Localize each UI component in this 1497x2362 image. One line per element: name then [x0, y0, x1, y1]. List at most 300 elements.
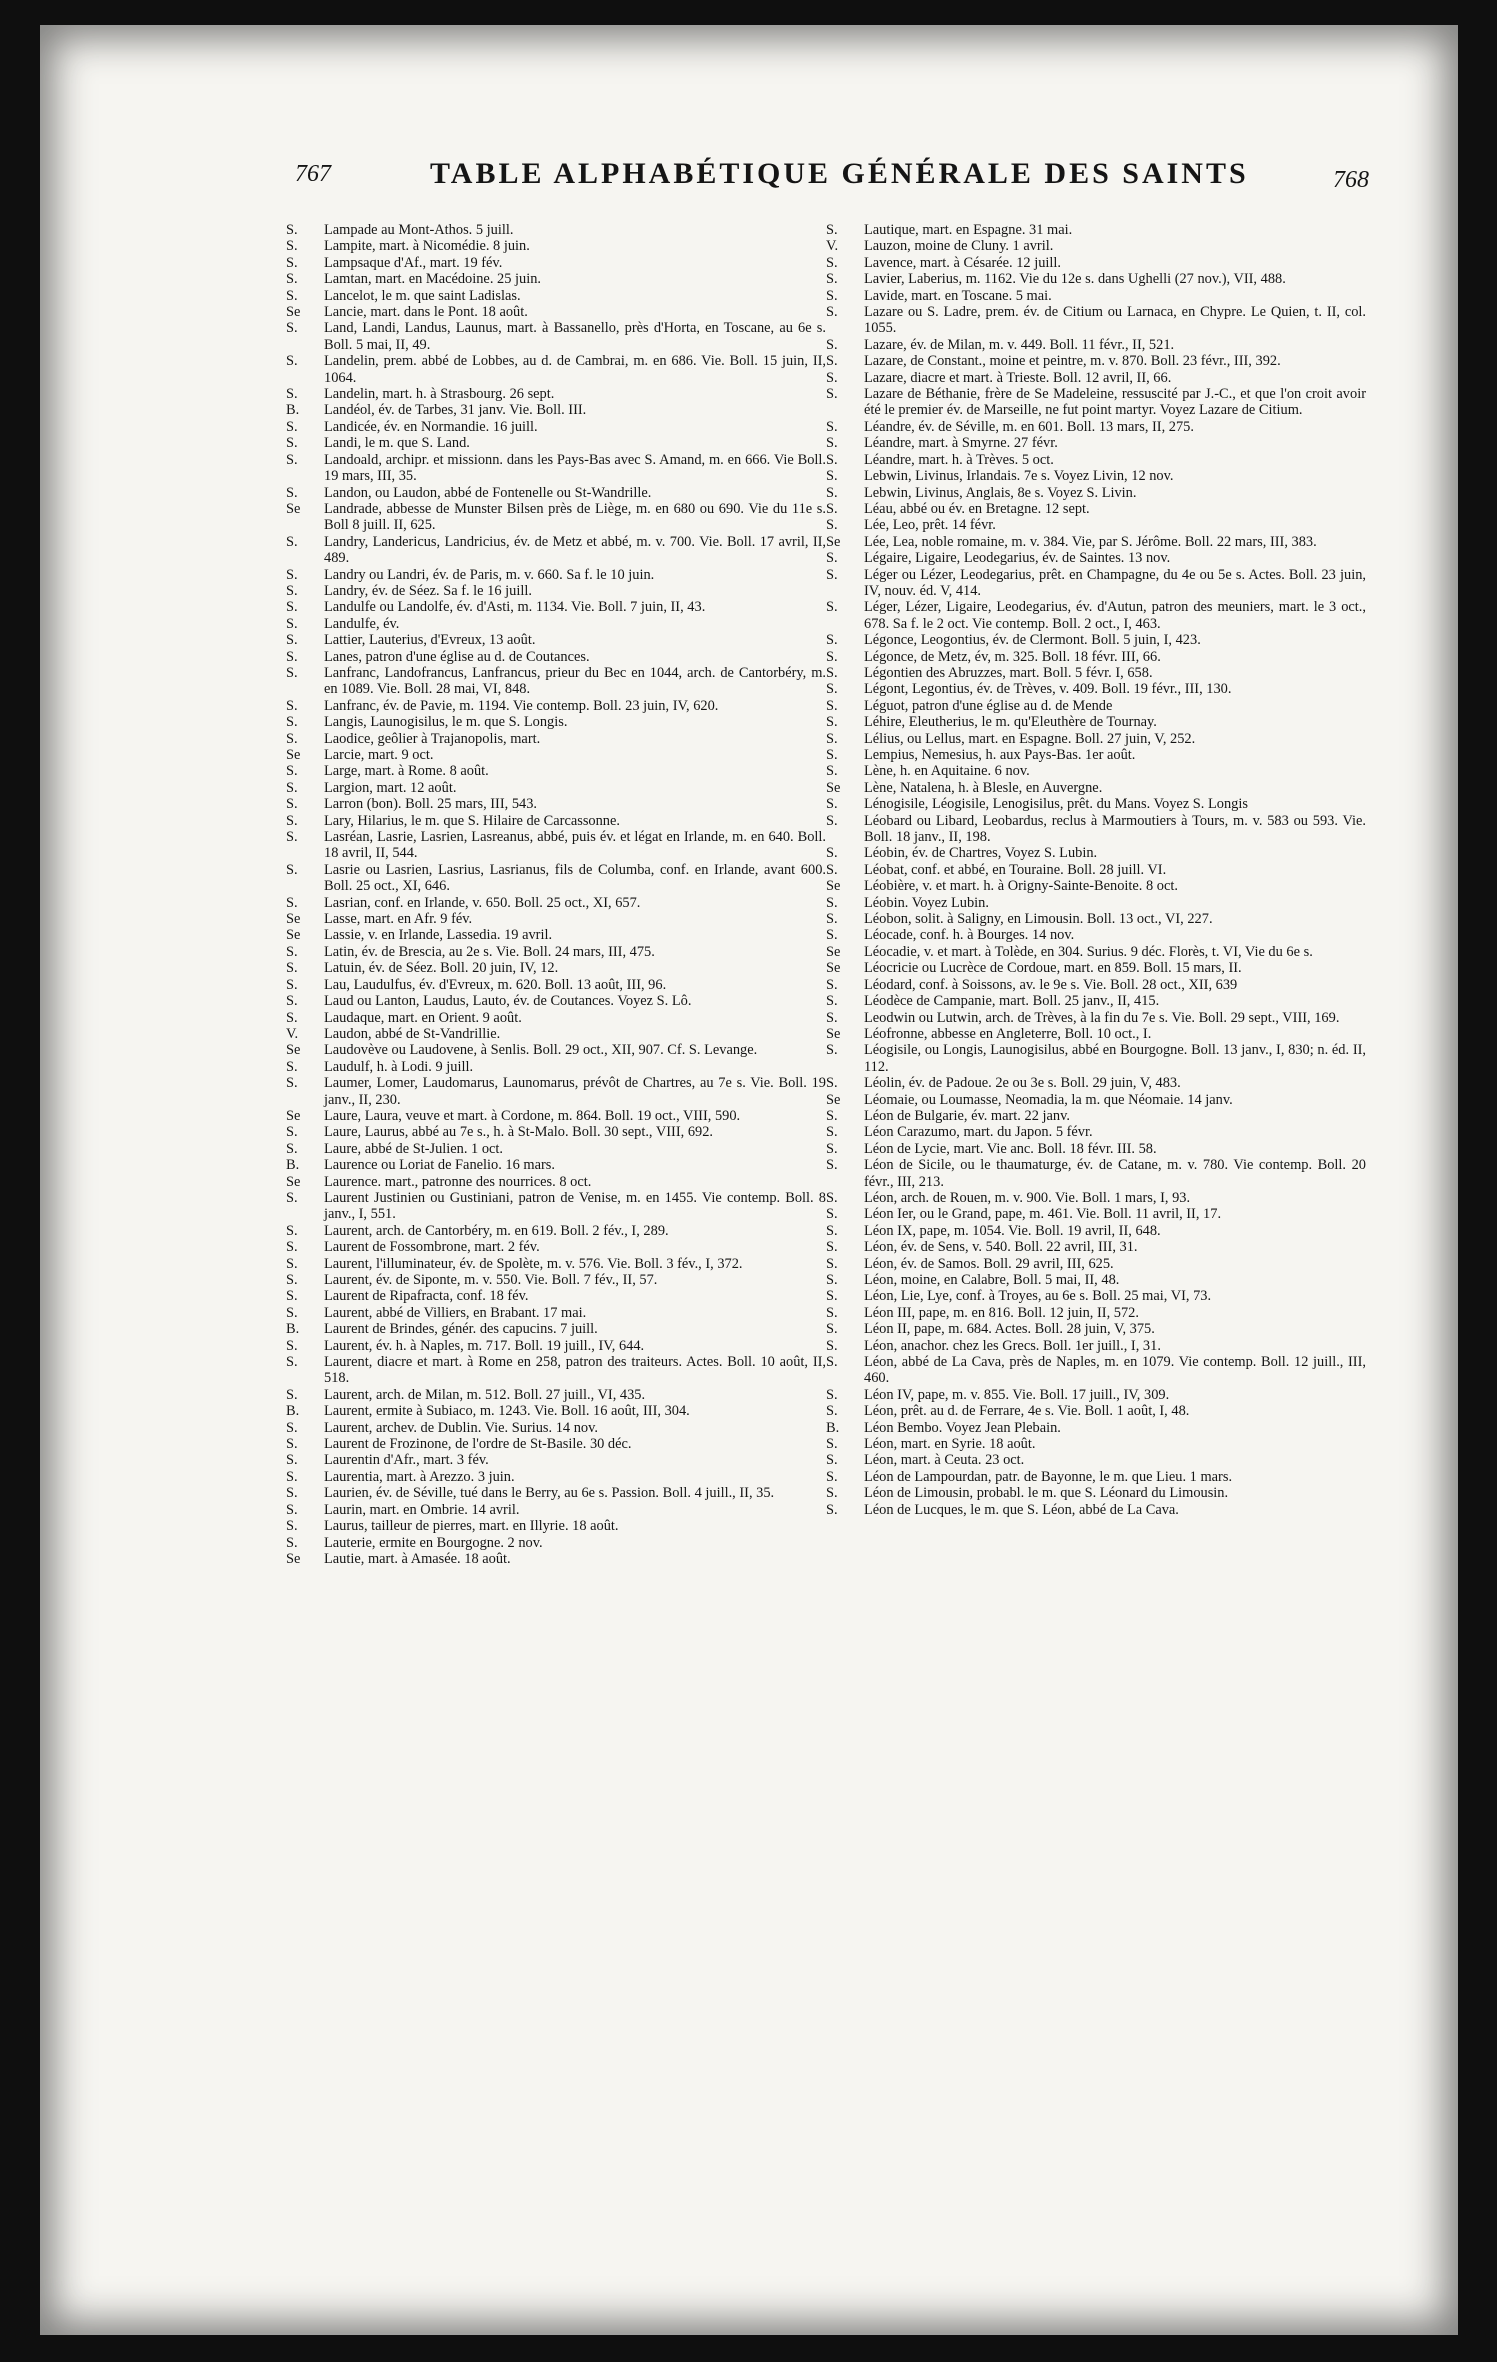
entry-text: Landelin, prem. abbé de Lobbes, au d. de Cambrai, m. en 686. Vie. Boll. 15 juin, II, 1064.	[324, 353, 826, 386]
index-entry	[286, 1256, 826, 1272]
index-entry	[286, 813, 826, 829]
entry-prefix: S.	[826, 599, 838, 616]
entry-text: Laurent Justinien ou Gustiniani, patron de Venise, m. en 1455. Vie contemp. Boll. 8 janv., I, 551.	[324, 1189, 826, 1223]
entry-text: Lazare, év. de Milan, m. v. 449. Boll. 11 févr., II, 521.	[864, 336, 1175, 353]
entry-text: Léguot, patron d'une église au d. de Mende	[864, 697, 1113, 714]
entry-text: Landulfe, év.	[324, 615, 400, 632]
entry-prefix: S.	[826, 418, 838, 435]
entry-prefix: S.	[286, 763, 298, 780]
entry-prefix: S.	[286, 1485, 298, 1502]
entry-prefix: S.	[826, 993, 838, 1010]
entry-text: Laurentin d'Afr., mart. 3 fév.	[324, 1452, 489, 1469]
entry-text: Landicée, év. en Normandie. 16 juill.	[324, 418, 538, 435]
index-entry	[826, 1420, 1366, 1436]
entry-prefix: S.	[826, 1107, 838, 1124]
entry-text: Lasrian, conf. en Irlande, v. 650. Boll. 25 oct., XI, 657.	[324, 894, 641, 911]
entry-text: Laurent, diacre et mart. à Rome en 258, patron des traiteurs. Actes. Boll. 10 août, II, 518.	[324, 1354, 826, 1387]
index-entry	[286, 829, 826, 862]
entry-prefix: S.	[826, 336, 838, 353]
index-entry	[826, 1288, 1366, 1304]
entry-text: Laurent de Brindes, génér. des capucins. 7 juill.	[324, 1321, 598, 1338]
entry-text: Lamtan, mart. en Macédoine. 25 juin.	[324, 271, 541, 288]
index-entry	[286, 895, 826, 911]
entry-text: Léon IX, pape, m. 1054. Vie. Boll. 19 avril, II, 648.	[864, 1222, 1161, 1239]
entry-text: Laurent, abbé de Villiers, en Brabant. 17 mai.	[324, 1304, 587, 1321]
entry-prefix: S.	[826, 927, 838, 944]
entry-prefix: S.	[286, 1009, 298, 1026]
entry-text: Laurent, év. h. à Naples, m. 717. Boll. 19 juill., IV, 644.	[324, 1337, 645, 1354]
index-entry	[826, 665, 1366, 681]
index-entry	[826, 238, 1366, 254]
entry-prefix: S.	[286, 582, 298, 599]
entry-prefix: S.	[286, 353, 298, 370]
entry-prefix: S.	[286, 1468, 298, 1485]
index-entry	[826, 1502, 1366, 1518]
entry-text: Léhire, Eleutherius, le m. qu'Eleuthère de Tournay.	[864, 714, 1157, 731]
entry-text: Léon, év. de Sens, v. 540. Boll. 22 avril, III, 31.	[864, 1239, 1138, 1256]
entry-prefix: B.	[826, 1419, 840, 1436]
index-entry	[826, 1010, 1366, 1026]
index-entry	[286, 1223, 826, 1239]
entry-text: Lautique, mart. en Espagne. 31 mai.	[864, 222, 1073, 238]
entry-text: Légontien des Abruzzes, mart. Boll. 5 févr. I, 658.	[864, 664, 1153, 681]
entry-prefix: S.	[826, 1436, 838, 1453]
entry-text: Laurent de Ripafracta, conf. 18 fév.	[324, 1288, 529, 1305]
entry-text: Léomaie, ou Loumasse, Neomadia, la m. que Néomaie. 14 janv.	[864, 1091, 1233, 1108]
entry-prefix: S.	[826, 369, 838, 386]
entry-text: Laurentia, mart. à Arezzo. 3 juin.	[324, 1468, 515, 1485]
entry-text: Larron (bon). Boll. 25 mars, III, 543.	[324, 796, 538, 813]
entry-text: Léon, prêt. au d. de Ferrare, 4e s. Vie. Boll. 1 août, I, 48.	[864, 1403, 1190, 1420]
index-entry	[826, 599, 1366, 632]
entry-prefix: Se	[826, 533, 841, 550]
entry-prefix: Se	[286, 304, 301, 321]
entry-text: Landry ou Landri, év. de Paris, m. v. 660. Sa f. le 10 juin.	[324, 566, 655, 583]
entry-prefix: S.	[286, 1288, 298, 1305]
entry-text: Laurent, archev. de Dublin. Vie. Surius. 14 nov.	[324, 1419, 598, 1436]
entry-prefix: S.	[826, 1321, 838, 1338]
entry-text: Léandre, év. de Séville, m. en 601. Boll. 13 mars, II, 275.	[864, 418, 1194, 435]
page-title: TABLE ALPHABÉTIQUE GÉNÉRALE DES SAINTS	[430, 157, 1249, 190]
entry-prefix: Se	[286, 1107, 301, 1124]
entry-text: Laurin, mart. en Ombrie. 14 avril.	[324, 1501, 520, 1518]
entry-text: Landry, Landericus, Landricius, év. de Metz et abbé, m. v. 700. Vie. Boll. 17 avril, II, 489.	[324, 533, 826, 567]
entry-text: Lavier, Laberius, m. 1162. Vie du 12e s. dans Ughelli (27 nov.), VII, 488.	[864, 271, 1286, 288]
index-entry	[826, 895, 1366, 911]
entry-prefix: S.	[826, 1403, 838, 1420]
entry-text: Légonce, Leogontius, év. de Clermont. Boll. 5 juin, I, 423.	[864, 632, 1201, 649]
entry-prefix: S.	[826, 664, 838, 681]
index-entry	[286, 616, 826, 632]
entry-text: Léobat, conf. et abbé, en Touraine. Boll. 28 juill. VI.	[864, 861, 1167, 878]
index-entry	[826, 1124, 1366, 1140]
entry-text: Léon de Lucques, le m. que S. Léon, abbé de La Cava.	[864, 1501, 1179, 1518]
index-entry	[826, 1354, 1366, 1387]
entry-prefix: S.	[826, 468, 838, 485]
index-entry	[286, 1108, 826, 1124]
book-page	[40, 25, 1458, 2335]
index-entry	[826, 649, 1366, 665]
entry-text: Léobin. Voyez Lubin.	[864, 894, 989, 911]
entry-text: Lempius, Nemesius, h. aux Pays-Bas. 1er août.	[864, 747, 1136, 763]
index-entry	[286, 796, 826, 812]
entry-text: Lanfranc, Landofrancus, Lanfrancus, prieur du Bec en 1044, arch. de Cantorbéry, m. en 1089. Vie. Boll. 28 mai, VI, 848.	[324, 664, 826, 698]
index-entry	[286, 1354, 826, 1387]
index-entry	[826, 1469, 1366, 1485]
index-entry	[826, 1157, 1366, 1190]
entry-prefix: S.	[826, 550, 838, 567]
entry-prefix: S.	[286, 1354, 298, 1371]
entry-prefix: S.	[826, 976, 838, 993]
entry-text: Léon, moine, en Calabre, Boll. 5 mai, II, 48.	[864, 1272, 1120, 1288]
index-entry	[286, 452, 826, 485]
index-entry	[286, 353, 826, 386]
index-entry	[286, 1174, 826, 1190]
entry-prefix: S.	[286, 320, 298, 337]
entry-prefix: S.	[286, 1501, 298, 1518]
index-entry	[286, 320, 826, 353]
entry-text: Landi, le m. que S. Land.	[324, 435, 470, 452]
index-entry	[286, 255, 826, 271]
entry-text: Léau, abbé ou év. en Bretagne. 12 sept.	[864, 500, 1090, 517]
index-entry	[826, 813, 1366, 846]
entry-text: Laud ou Lanton, Laudus, Lauto, év. de Coutances. Voyez S. Lô.	[324, 993, 692, 1010]
entry-text: Langis, Launogisilus, le m. que S. Longis.	[324, 714, 568, 731]
entry-prefix: B.	[286, 402, 300, 419]
entry-text: Leodwin ou Lutwin, arch. de Trèves, à la fin du 7e s. Vie. Boll. 29 sept., VIII, 169.	[864, 1009, 1340, 1026]
entry-prefix: S.	[826, 1468, 838, 1485]
index-entry	[826, 1092, 1366, 1108]
index-entry	[826, 534, 1366, 550]
entry-prefix: S.	[826, 353, 838, 370]
entry-prefix: S.	[286, 730, 298, 747]
entry-text: Lazare ou S. Ladre, prem. év. de Citium ou Larnaca, en Chypre. Le Quien, t. II, col. 1055.	[864, 304, 1366, 337]
entry-text: Lassie, v. en Irlande, Lassedia. 19 avril.	[324, 927, 553, 944]
entry-text: Landulfe ou Landolfe, év. d'Asti, m. 1134. Vie. Boll. 7 juin, II, 43.	[324, 599, 706, 616]
index-entry	[286, 599, 826, 615]
entry-prefix: Se	[286, 927, 301, 944]
entry-prefix: S.	[286, 1075, 298, 1092]
index-entry	[286, 238, 826, 254]
index-entry	[826, 1272, 1366, 1288]
entry-text: Lénogisile, Léogisile, Lenogisilus, prêt. du Mans. Voyez S. Longis	[864, 796, 1248, 813]
entry-text: Laurent, ermite à Subiaco, m. 1243. Vie. Boll. 16 août, III, 304.	[324, 1403, 690, 1420]
entry-prefix: S.	[826, 484, 838, 501]
entry-text: Lavence, mart. à Césarée. 12 juill.	[864, 254, 1061, 271]
entry-prefix: S.	[826, 861, 838, 878]
index-entry	[826, 1338, 1366, 1354]
index-entry	[826, 1256, 1366, 1272]
entry-prefix: S.	[826, 1189, 838, 1206]
index-entry	[286, 665, 826, 698]
index-entry	[286, 485, 826, 501]
entry-text: Lasse, mart. en Afr. 9 fév.	[324, 911, 473, 928]
entry-text: Lazare de Béthanie, frère de Se Madeleine, ressuscité par J.-C., et que l'on croit avoir été le premier év. de Marseille, ne fut point martyr. Voyez Lazare de Citium.	[864, 386, 1366, 419]
index-entry	[826, 1436, 1366, 1452]
index-entry	[286, 632, 826, 648]
entry-text: Lebwin, Livinus, Anglais, 8e s. Voyez S. Livin.	[864, 484, 1137, 501]
entry-prefix: S.	[286, 812, 298, 829]
entry-prefix: S.	[826, 566, 838, 583]
entry-prefix: S.	[826, 796, 838, 813]
entry-prefix: S.	[826, 1255, 838, 1272]
entry-prefix: S.	[286, 222, 298, 238]
left-column	[286, 222, 826, 1567]
index-entry	[286, 1338, 826, 1354]
index-entry	[286, 649, 826, 665]
entry-text: Laurence ou Loriat de Fanelio. 16 mars.	[324, 1157, 555, 1174]
entry-prefix: S.	[286, 1452, 298, 1469]
entry-prefix: Se	[826, 1025, 841, 1042]
entry-prefix: Se	[286, 1173, 301, 1190]
index-entry	[286, 731, 826, 747]
entry-prefix: Se	[826, 960, 841, 977]
entry-text: Laurent, év. de Siponte, m. v. 550. Vie. Boll. 7 fév., II, 57.	[324, 1272, 658, 1288]
entry-prefix: S.	[286, 648, 298, 665]
entry-text: Laurent de Fossombrone, mart. 2 fév.	[324, 1239, 540, 1256]
entry-text: Légaire, Ligaire, Leodegarius, év. de Saintes. 13 nov.	[864, 550, 1171, 567]
index-entry	[826, 1387, 1366, 1403]
entry-text: Latuin, év. de Séez. Boll. 20 juin, IV, 12.	[324, 960, 559, 977]
entry-text: Léger ou Lézer, Leodegarius, prêt. en Champagne, du 4e ou 5e s. Actes. Boll. 23 juin, IV, nouv. éd. V, 414.	[864, 566, 1366, 599]
entry-text: Léandre, mart. à Smyrne. 27 févr.	[864, 435, 1058, 452]
entry-text: Largion, mart. 12 août.	[324, 779, 457, 796]
entry-text: Lampsaque d'Af., mart. 19 fév.	[324, 254, 503, 271]
entry-text: Lée, Leo, prêt. 14 févr.	[864, 517, 996, 534]
page-number-left: 767	[295, 161, 331, 187]
index-entry	[286, 747, 826, 763]
entry-text: Laurent de Frozinone, de l'ordre de St-Basile. 30 déc.	[324, 1436, 632, 1453]
entry-text: Léon, mart. à Ceuta. 23 oct.	[864, 1452, 1025, 1469]
entry-text: Laurent, l'illuminateur, év. de Spolète, m. v. 576. Vie. Boll. 3 fév., I, 372.	[324, 1255, 743, 1272]
entry-text: Léon de Lycie, mart. Vie anc. Boll. 18 févr. III. 58.	[864, 1140, 1157, 1157]
entry-prefix: S.	[826, 1304, 838, 1321]
index-entry	[826, 632, 1366, 648]
entry-prefix: S.	[286, 1518, 298, 1535]
entry-prefix: S.	[286, 1304, 298, 1321]
index-entry	[286, 927, 826, 943]
entry-prefix: S.	[286, 271, 298, 288]
entry-prefix: S.	[286, 993, 298, 1010]
index-entry	[286, 1141, 826, 1157]
index-entry	[826, 550, 1366, 566]
index-entry	[826, 763, 1366, 779]
index-entry	[286, 911, 826, 927]
entry-prefix: S.	[286, 1436, 298, 1453]
entry-prefix: S.	[826, 1354, 838, 1371]
entry-text: Larcie, mart. 9 oct.	[324, 747, 434, 763]
entry-prefix: S.	[826, 697, 838, 714]
index-entry	[826, 845, 1366, 861]
index-entry	[286, 862, 826, 895]
index-entry	[286, 1026, 826, 1042]
index-entry	[286, 1190, 826, 1223]
entry-prefix: S.	[826, 1075, 838, 1092]
entry-prefix: S.	[286, 779, 298, 796]
index-entry	[286, 288, 826, 304]
index-entry	[826, 517, 1366, 533]
index-entry	[826, 1321, 1366, 1337]
page-number-right: 768	[1333, 167, 1369, 193]
entry-prefix: S.	[286, 829, 298, 846]
entry-prefix: S.	[286, 664, 298, 681]
index-entry	[286, 944, 826, 960]
entry-prefix: V.	[286, 1025, 299, 1042]
entry-prefix: S.	[286, 435, 298, 452]
entry-prefix: S.	[826, 287, 838, 304]
index-entry	[826, 1223, 1366, 1239]
index-entry	[826, 255, 1366, 271]
entry-prefix: S.	[826, 763, 838, 780]
entry-prefix: Se	[286, 500, 301, 517]
entry-text: Lautie, mart. à Amasée. 18 août.	[324, 1550, 511, 1567]
entry-prefix: S.	[826, 845, 838, 862]
index-entry	[286, 1485, 826, 1501]
index-entry	[286, 386, 826, 402]
entry-text: Lanfranc, év. de Pavie, m. 1194. Vie contemp. Boll. 23 juin, IV, 620.	[324, 697, 719, 714]
entry-text: Lasrie ou Lasrien, Lasrius, Lasrianus, fils de Columba, conf. en Irlande, avant 600. Boll. 25 oct., XI, 646.	[324, 861, 826, 895]
index-entry	[286, 698, 826, 714]
entry-prefix: S.	[826, 451, 838, 468]
entry-prefix: Se	[286, 747, 301, 763]
entry-text: Lavide, mart. en Toscane. 5 mai.	[864, 287, 1052, 304]
index-entry	[826, 419, 1366, 435]
index-entry	[286, 1288, 826, 1304]
index-entry	[286, 1452, 826, 1468]
entry-prefix: S.	[286, 238, 298, 255]
entry-prefix: S.	[826, 1485, 838, 1502]
index-entry	[286, 1321, 826, 1337]
entry-text: Laudovève ou Laudovene, à Senlis. Boll. 29 oct., XII, 907. Cf. S. Levange.	[324, 1042, 758, 1059]
entry-prefix: Se	[286, 911, 301, 928]
index-entry	[286, 501, 826, 534]
index-entry	[286, 1551, 826, 1567]
entry-text: Lauzon, moine de Cluny. 1 avril.	[864, 238, 1054, 255]
index-entry	[826, 927, 1366, 943]
index-entry	[826, 1026, 1366, 1042]
index-entry	[286, 1535, 826, 1551]
entry-text: Laudaque, mart. en Orient. 9 août.	[324, 1009, 522, 1026]
index-entry	[826, 485, 1366, 501]
entry-prefix: S.	[286, 976, 298, 993]
entry-prefix: B.	[286, 1403, 300, 1420]
entry-prefix: S.	[826, 304, 838, 321]
entry-prefix: S.	[286, 1140, 298, 1157]
index-entry	[286, 1469, 826, 1485]
index-entry	[826, 1206, 1366, 1222]
index-entry	[286, 1387, 826, 1403]
entry-text: Lary, Hilarius, le m. que S. Hilaire de Carcassonne.	[324, 812, 620, 829]
entry-prefix: S.	[826, 648, 838, 665]
entry-text: Léon Carazumo, mart. du Japon. 5 févr.	[864, 1124, 1093, 1141]
entry-prefix: S.	[286, 287, 298, 304]
entry-text: Léon de Lampourdan, patr. de Bayonne, le m. que Lieu. 1 mars.	[864, 1468, 1233, 1485]
entry-text: Land, Landi, Landus, Launus, mart. à Bassanello, près d'Horta, en Toscane, au 6e s. Boll. 5 mai, II, 49.	[324, 320, 826, 353]
entry-prefix: S.	[286, 1255, 298, 1272]
entry-text: Léandre, mart. h. à Trèves. 5 oct.	[864, 451, 1054, 468]
entry-prefix: S.	[286, 1058, 298, 1075]
index-entry	[826, 435, 1366, 451]
index-entry	[286, 419, 826, 435]
entry-text: Léobière, v. et mart. h. à Origny-Sainte-Benoite. 8 oct.	[864, 878, 1178, 895]
entry-text: Lampite, mart. à Nicomédie. 8 juin.	[324, 238, 530, 255]
entry-prefix: S.	[286, 484, 298, 501]
entry-prefix: S.	[826, 1206, 838, 1223]
entry-prefix: Se	[286, 1042, 301, 1059]
index-entry	[286, 583, 826, 599]
index-entry	[826, 911, 1366, 927]
index-entry	[826, 698, 1366, 714]
index-entry	[826, 222, 1366, 238]
entry-prefix: S.	[826, 435, 838, 452]
entry-text: Léogisile, ou Longis, Launogisilus, abbé en Bourgogne. Boll. 13 janv., I, 830; n. éd. II, 112.	[864, 1042, 1366, 1075]
index-entry	[286, 993, 826, 1009]
index-entry	[826, 567, 1366, 600]
entry-text: Landelin, mart. h. à Strasbourg. 26 sept.	[324, 386, 555, 403]
index-entry	[826, 386, 1366, 419]
entry-text: Léocricie ou Lucrèce de Cordoue, mart. en 859. Boll. 15 mars, II.	[864, 960, 1242, 977]
entry-prefix: S.	[826, 812, 838, 829]
entry-prefix: S.	[286, 1337, 298, 1354]
index-entry	[826, 731, 1366, 747]
entry-text: Léon de Sicile, ou le thaumaturge, év. de Catane, m. v. 780. Vie contemp. Boll. 20 févr., III, 213.	[864, 1157, 1366, 1190]
entry-text: Laumer, Lomer, Laudomarus, Launomarus, prévôt de Chartres, au 7e s. Vie. Boll. 19 janv., II, 230.	[324, 1075, 826, 1108]
index-entry	[286, 780, 826, 796]
index-entry	[286, 534, 826, 567]
index-entry	[286, 271, 826, 287]
entry-text: Léon, anachor. chez les Grecs. Boll. 1er juill., I, 31.	[864, 1337, 1161, 1354]
entry-text: Léger, Lézer, Ligaire, Leodegarius, év. d'Autun, patron des meuniers, mart. le 3 oct., 678. Sa f. le 2 oct. Vie contemp. Boll. 2 oct., I, 463.	[864, 599, 1366, 632]
entry-prefix: S.	[286, 418, 298, 435]
index-entry	[286, 1075, 826, 1108]
entry-prefix: S.	[286, 386, 298, 403]
entry-text: Léobard ou Libard, Leobardus, reclus à Marmoutiers à Tours, m. v. 583 ou 593. Vie. Boll. 18 janv., II, 198.	[864, 812, 1366, 846]
entry-prefix: S.	[826, 1239, 838, 1256]
entry-text: Léocade, conf. h. à Bourges. 14 nov.	[864, 927, 1075, 944]
entry-prefix: S.	[826, 1157, 838, 1174]
entry-text: Léobin, év. de Chartres, Voyez S. Lubin.	[864, 845, 1098, 862]
index-entry	[826, 878, 1366, 894]
index-entry	[826, 353, 1366, 369]
entry-prefix: S.	[826, 1501, 838, 1518]
entry-prefix: V.	[826, 238, 839, 255]
entry-prefix: S.	[286, 254, 298, 271]
entry-text: Laurus, tailleur de pierres, mart. en Illyrie. 18 août.	[324, 1518, 619, 1535]
index-entry	[286, 1157, 826, 1173]
entry-prefix: S.	[286, 566, 298, 583]
entry-prefix: B.	[286, 1321, 300, 1338]
entry-prefix: S.	[286, 796, 298, 813]
entry-text: Léodèce de Campanie, mart. Boll. 25 janv., II, 415.	[864, 993, 1160, 1010]
entry-prefix: S.	[826, 386, 838, 403]
entry-text: Laudulf, h. à Lodi. 9 juill.	[324, 1058, 474, 1075]
entry-text: Lazare, diacre et mart. à Trieste. Boll. 12 avril, II, 66.	[864, 369, 1172, 386]
entry-prefix: S.	[826, 747, 838, 763]
entry-text: Lée, Lea, noble romaine, m. v. 384. Vie, par S. Jérôme. Boll. 22 mars, III, 383.	[864, 533, 1317, 550]
index-entry	[286, 1042, 826, 1058]
entry-prefix: S.	[286, 894, 298, 911]
entry-prefix: S.	[286, 1222, 298, 1239]
entry-text: Laudon, abbé de St-Vandrillie.	[324, 1025, 501, 1042]
entry-prefix: S.	[826, 632, 838, 649]
entry-prefix: Se	[826, 878, 841, 895]
index-entry	[826, 452, 1366, 468]
index-entry	[286, 1420, 826, 1436]
index-entry	[286, 960, 826, 976]
entry-text: Léon II, pape, m. 684. Actes. Boll. 28 juin, V, 375.	[864, 1321, 1155, 1338]
entry-text: Lau, Laudulfus, év. d'Evreux, m. 620. Boll. 13 août, III, 96.	[324, 976, 667, 993]
index-entry	[826, 993, 1366, 1009]
